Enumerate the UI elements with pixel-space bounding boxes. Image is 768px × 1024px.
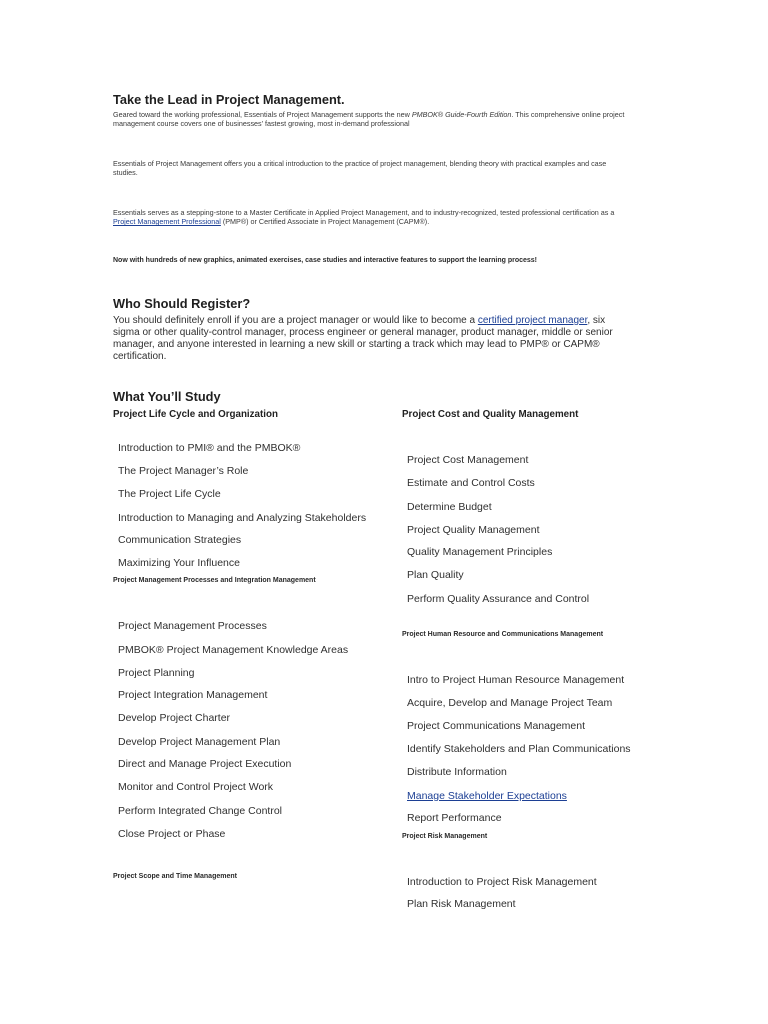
section-heading-risk: Project Risk Management bbox=[402, 833, 488, 840]
list-item: Acquire, Develop and Manage Project Team bbox=[407, 697, 613, 709]
intro-text: Geared toward the working professional, Essentials of Project Management supports the new bbox=[113, 110, 412, 119]
register-line-3: manager, and anyone interested in learning a new skill or starting a track which may lead to PMP® or CAPM® bbox=[113, 339, 600, 350]
list-item: Develop Project Management Plan bbox=[118, 736, 281, 748]
intro-paragraph-3 bbox=[113, 208, 614, 226]
list-item: Project Cost Management bbox=[407, 454, 529, 466]
list-item: Report Performance bbox=[407, 812, 502, 824]
list-item: Determine Budget bbox=[407, 501, 492, 513]
feature-highlight: Now with hundreds of new graphics, animated exercises, case studies and interactive features to support the learning process! bbox=[113, 257, 538, 264]
section-heading-scope-time: Project Scope and Time Management bbox=[113, 873, 237, 880]
register-text: , six bbox=[587, 315, 606, 326]
register-heading: Who Should Register? bbox=[113, 296, 251, 311]
section-heading-hr-communications: Project Human Resource and Communications Management bbox=[402, 631, 604, 638]
register-line-2: sigma or other quality-control manager, process engineer or general manager, product manager, middle or senior bbox=[113, 327, 613, 338]
pmp-certification-link[interactable]: Project Management Professional bbox=[113, 217, 221, 226]
list-item: Quality Management Principles bbox=[407, 546, 553, 558]
intro-paragraph-2-line-2: studies. bbox=[113, 168, 138, 177]
list-item: Project Integration Management bbox=[118, 689, 268, 701]
register-paragraph bbox=[113, 315, 613, 363]
section-heading-cost-quality: Project Cost and Quality Management bbox=[402, 409, 579, 420]
certified-project-manager-link[interactable]: certified project manager bbox=[477, 315, 588, 326]
intro-text: (PMP®) or Certified Associate in Project Management (CAPM®). bbox=[220, 217, 430, 226]
intro-paragraph-2 bbox=[113, 159, 606, 177]
list-item: Direct and Manage Project Execution bbox=[118, 758, 292, 770]
list-item: Project Planning bbox=[118, 667, 195, 679]
list-item: Identify Stakeholders and Plan Communications bbox=[407, 743, 631, 755]
list-item: Project Communications Management bbox=[407, 720, 585, 732]
list-item: Introduction to Project Risk Management bbox=[407, 876, 597, 888]
list-item: Perform Quality Assurance and Control bbox=[407, 593, 590, 605]
manage-stakeholder-expectations-link[interactable]: Manage Stakeholder Expectations bbox=[407, 790, 567, 802]
list-item: Monitor and Control Project Work bbox=[118, 781, 274, 793]
list-item: Intro to Project Human Resource Management bbox=[407, 674, 625, 686]
list-item: Project Quality Management bbox=[407, 524, 540, 536]
intro-paragraph-1 bbox=[113, 110, 624, 128]
list-item: The Project Life Cycle bbox=[118, 488, 221, 500]
section-heading-life-cycle: Project Life Cycle and Organization bbox=[113, 409, 278, 420]
register-line-4: certification. bbox=[113, 351, 167, 362]
list-item: Perform Integrated Change Control bbox=[118, 805, 283, 817]
intro-paragraph-1-line-1 bbox=[113, 110, 624, 119]
list-item: Close Project or Phase bbox=[118, 828, 226, 840]
list-item: Introduction to Managing and Analyzing Stakeholders bbox=[118, 512, 367, 524]
list-item: Develop Project Charter bbox=[118, 712, 231, 724]
intro-paragraph-3-line-2 bbox=[113, 217, 614, 226]
list-item: Maximizing Your Influence bbox=[118, 557, 240, 569]
list-item: Estimate and Control Costs bbox=[407, 477, 535, 489]
study-heading: What You’ll Study bbox=[113, 389, 221, 404]
intro-paragraph-1-line-2: management course covers one of businesses’ fastest growing, most in-demand professional bbox=[113, 119, 410, 128]
intro-paragraph-3-line-1: Essentials serves as a stepping-stone to a Master Certificate in Applied Project Management, and to industry-recognized, tested professional certification as a bbox=[113, 208, 615, 217]
intro-text: . This comprehensive online project bbox=[511, 110, 625, 119]
list-item: Introduction to PMI® and the PMBOK® bbox=[118, 442, 301, 454]
pmbok-edition-title: PMBOK® Guide-Fourth Edition bbox=[411, 110, 512, 119]
list-item: Project Management Processes bbox=[118, 620, 267, 632]
list-item: Distribute Information bbox=[407, 766, 507, 778]
register-text: You should definitely enroll if you are a project manager or would like to become a bbox=[113, 315, 478, 326]
list-item: Plan Quality bbox=[407, 569, 464, 581]
list-item: The Project Manager’s Role bbox=[118, 465, 249, 477]
list-item: PMBOK® Project Management Knowledge Areas bbox=[118, 644, 349, 656]
intro-paragraph-2-line-1: Essentials of Project Management offers you a critical introduction to the practice of project management, blending theory with practical examples and case bbox=[113, 159, 607, 168]
section-heading-processes-integration: Project Management Processes and Integration Management bbox=[113, 577, 316, 584]
register-line-1 bbox=[113, 315, 613, 327]
page-title: Take the Lead in Project Management. bbox=[113, 92, 345, 107]
list-item: Communication Strategies bbox=[118, 534, 242, 546]
list-item: Plan Risk Management bbox=[407, 898, 516, 910]
